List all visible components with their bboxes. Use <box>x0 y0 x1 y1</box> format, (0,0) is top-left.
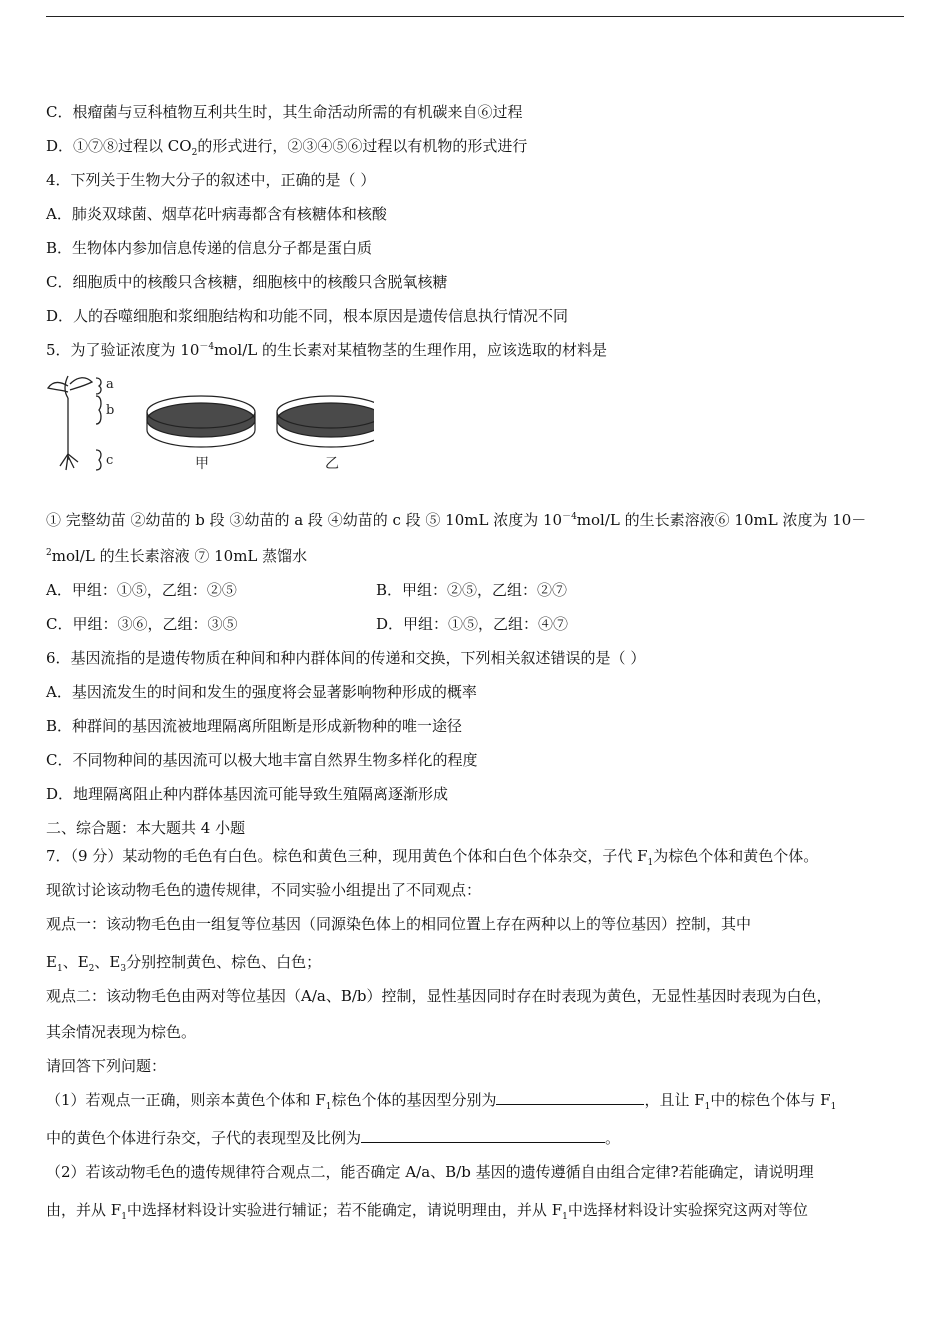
petri-dish-yi <box>277 396 374 447</box>
petri-dish-jia <box>147 396 255 447</box>
option-line: D．地理隔离阻止种内群体基因流可能导致生殖隔离逐渐形成 <box>46 785 449 803</box>
materials-list-cont: $^2$mol/L 的生长素溶液 ⑦ 10mL 蒸馏水 <box>46 547 308 565</box>
section-heading: 二、综合题：本大题共 4 小题 <box>46 819 246 837</box>
sub-question-1: （1）若观点一正确，则亲本黄色个体和 $F_1$棕色个体的基因型分别为 ，且让 $F_1$中的棕色个体与 $F_1$ <box>46 1091 837 1112</box>
answer-blank[interactable] <box>361 1128 605 1143</box>
label-c: c <box>106 453 114 468</box>
option-B: B．甲组：②⑤，乙组：②⑦ <box>376 581 568 599</box>
dish-label-jia: 甲 <box>195 456 209 472</box>
materials-list: ① 完整幼苗 ②幼苗的 b 段 ③幼苗的 a 段 ④幼苗的 c 段 ⑤ 10mL 浓度为 $10^{-4}mol/L$ 的生长素溶液⑥ 10mL 浓度为 10－ <box>46 511 867 529</box>
option-line: B．生物体内参加信息传递的信息分子都是蛋白质 <box>46 239 373 257</box>
answer-blank[interactable] <box>496 1090 644 1105</box>
viewpoint-2-cont: 其余情况表现为棕色。 <box>46 1023 197 1041</box>
question-4: 4．下列关于生物大分子的叙述中，正确的是（ ） <box>46 171 376 189</box>
option-line: D．人的吞噬细胞和浆细胞结构和功能不同，根本原因是遗传信息执行情况不同 <box>46 307 569 325</box>
sub-question-2: （2）若该动物毛色的遗传规律符合观点二，能否确定 A/a、B/b 基因的遗传遵循自由组合定律?若能确定，请说明理 <box>46 1163 814 1181</box>
option-A: A．甲组：①⑤，乙组：②⑤ <box>46 581 237 599</box>
sub-question-1-cont: 中的黄色个体进行杂交，子代的表现型及比例为 。 <box>46 1129 621 1147</box>
seedling-dish-figure <box>44 370 374 480</box>
label-a: a <box>106 377 114 392</box>
sub-question-2-cont: 由，并从 $F_1$中选择材料设计实验进行辅证；若不能确定，请说明理由，并从 $F_1$中选择材料设计实验探究这两对等位 <box>46 1201 808 1222</box>
seedling-illustration <box>48 376 101 470</box>
dish-label-yi: 乙 <box>325 456 339 472</box>
question-7: 7．（9 分）某动物的毛色有白色。棕色和黄色三种，现用黄色个体和白色个体杂交，子代 $F_1$为棕色个体和黄色个体。 <box>46 847 819 868</box>
viewpoint-2: 观点二：该动物毛色由两对等位基因（A/a、B/b）控制，显性基因同时存在时表现为黄色，无显性基因时表现为白色， <box>46 987 832 1005</box>
option-line: C．根瘤菌与豆科植物互利共生时，其生命活动所需的有机碳来自⑥过程 <box>46 103 523 121</box>
option-C: C．甲组：③⑥，乙组：③⑤ <box>46 615 238 633</box>
viewpoint-1-cont: $E_1$、$E_2$、$E_3$分别控制黄色、棕色、白色； <box>46 953 322 974</box>
option-line: A．基因流发生的时间和发生的强度将会显著影响物种形成的概率 <box>46 683 477 701</box>
option-line: D．①⑦⑧过程以 $CO_2$的形式进行，②③④⑤⑥过程以有机物的形式进行 <box>46 137 528 158</box>
instruction-line: 请回答下列问题： <box>46 1057 167 1075</box>
label-b: b <box>106 403 115 418</box>
option-line: C．不同物种间的基因流可以极大地丰富自然界生物多样化的程度 <box>46 751 478 769</box>
question-5: 5．为了验证浓度为 $10^{-4}mol/L$ 的生长素对某植物茎的生理作用，应该选取的材料是 <box>46 341 607 359</box>
header-rule <box>46 16 904 17</box>
paragraph-line: 现欲讨论该动物毛色的遗传规律，不同实验小组提出了不同观点： <box>46 881 482 899</box>
option-line: C．细胞质中的核酸只含核糖，细胞核中的核酸只含脱氧核糖 <box>46 273 448 291</box>
option-line: B．种群间的基因流被地理隔离所阻断是形成新物种的唯一途径 <box>46 717 463 735</box>
viewpoint-1: 观点一：该动物毛色由一组复等位基因（同源染色体上的相同位置上存在两种以上的等位基因）控制，其中 <box>46 915 752 933</box>
option-D: D．甲组：①⑤，乙组：④⑦ <box>376 615 569 633</box>
option-line: A．肺炎双球菌、烟草花叶病毒都含有核糖体和核酸 <box>46 205 387 223</box>
question-6: 6．基因流指的是遗传物质在种间和种内群体间的传递和交换，下列相关叙述错误的是（ ） <box>46 649 646 667</box>
